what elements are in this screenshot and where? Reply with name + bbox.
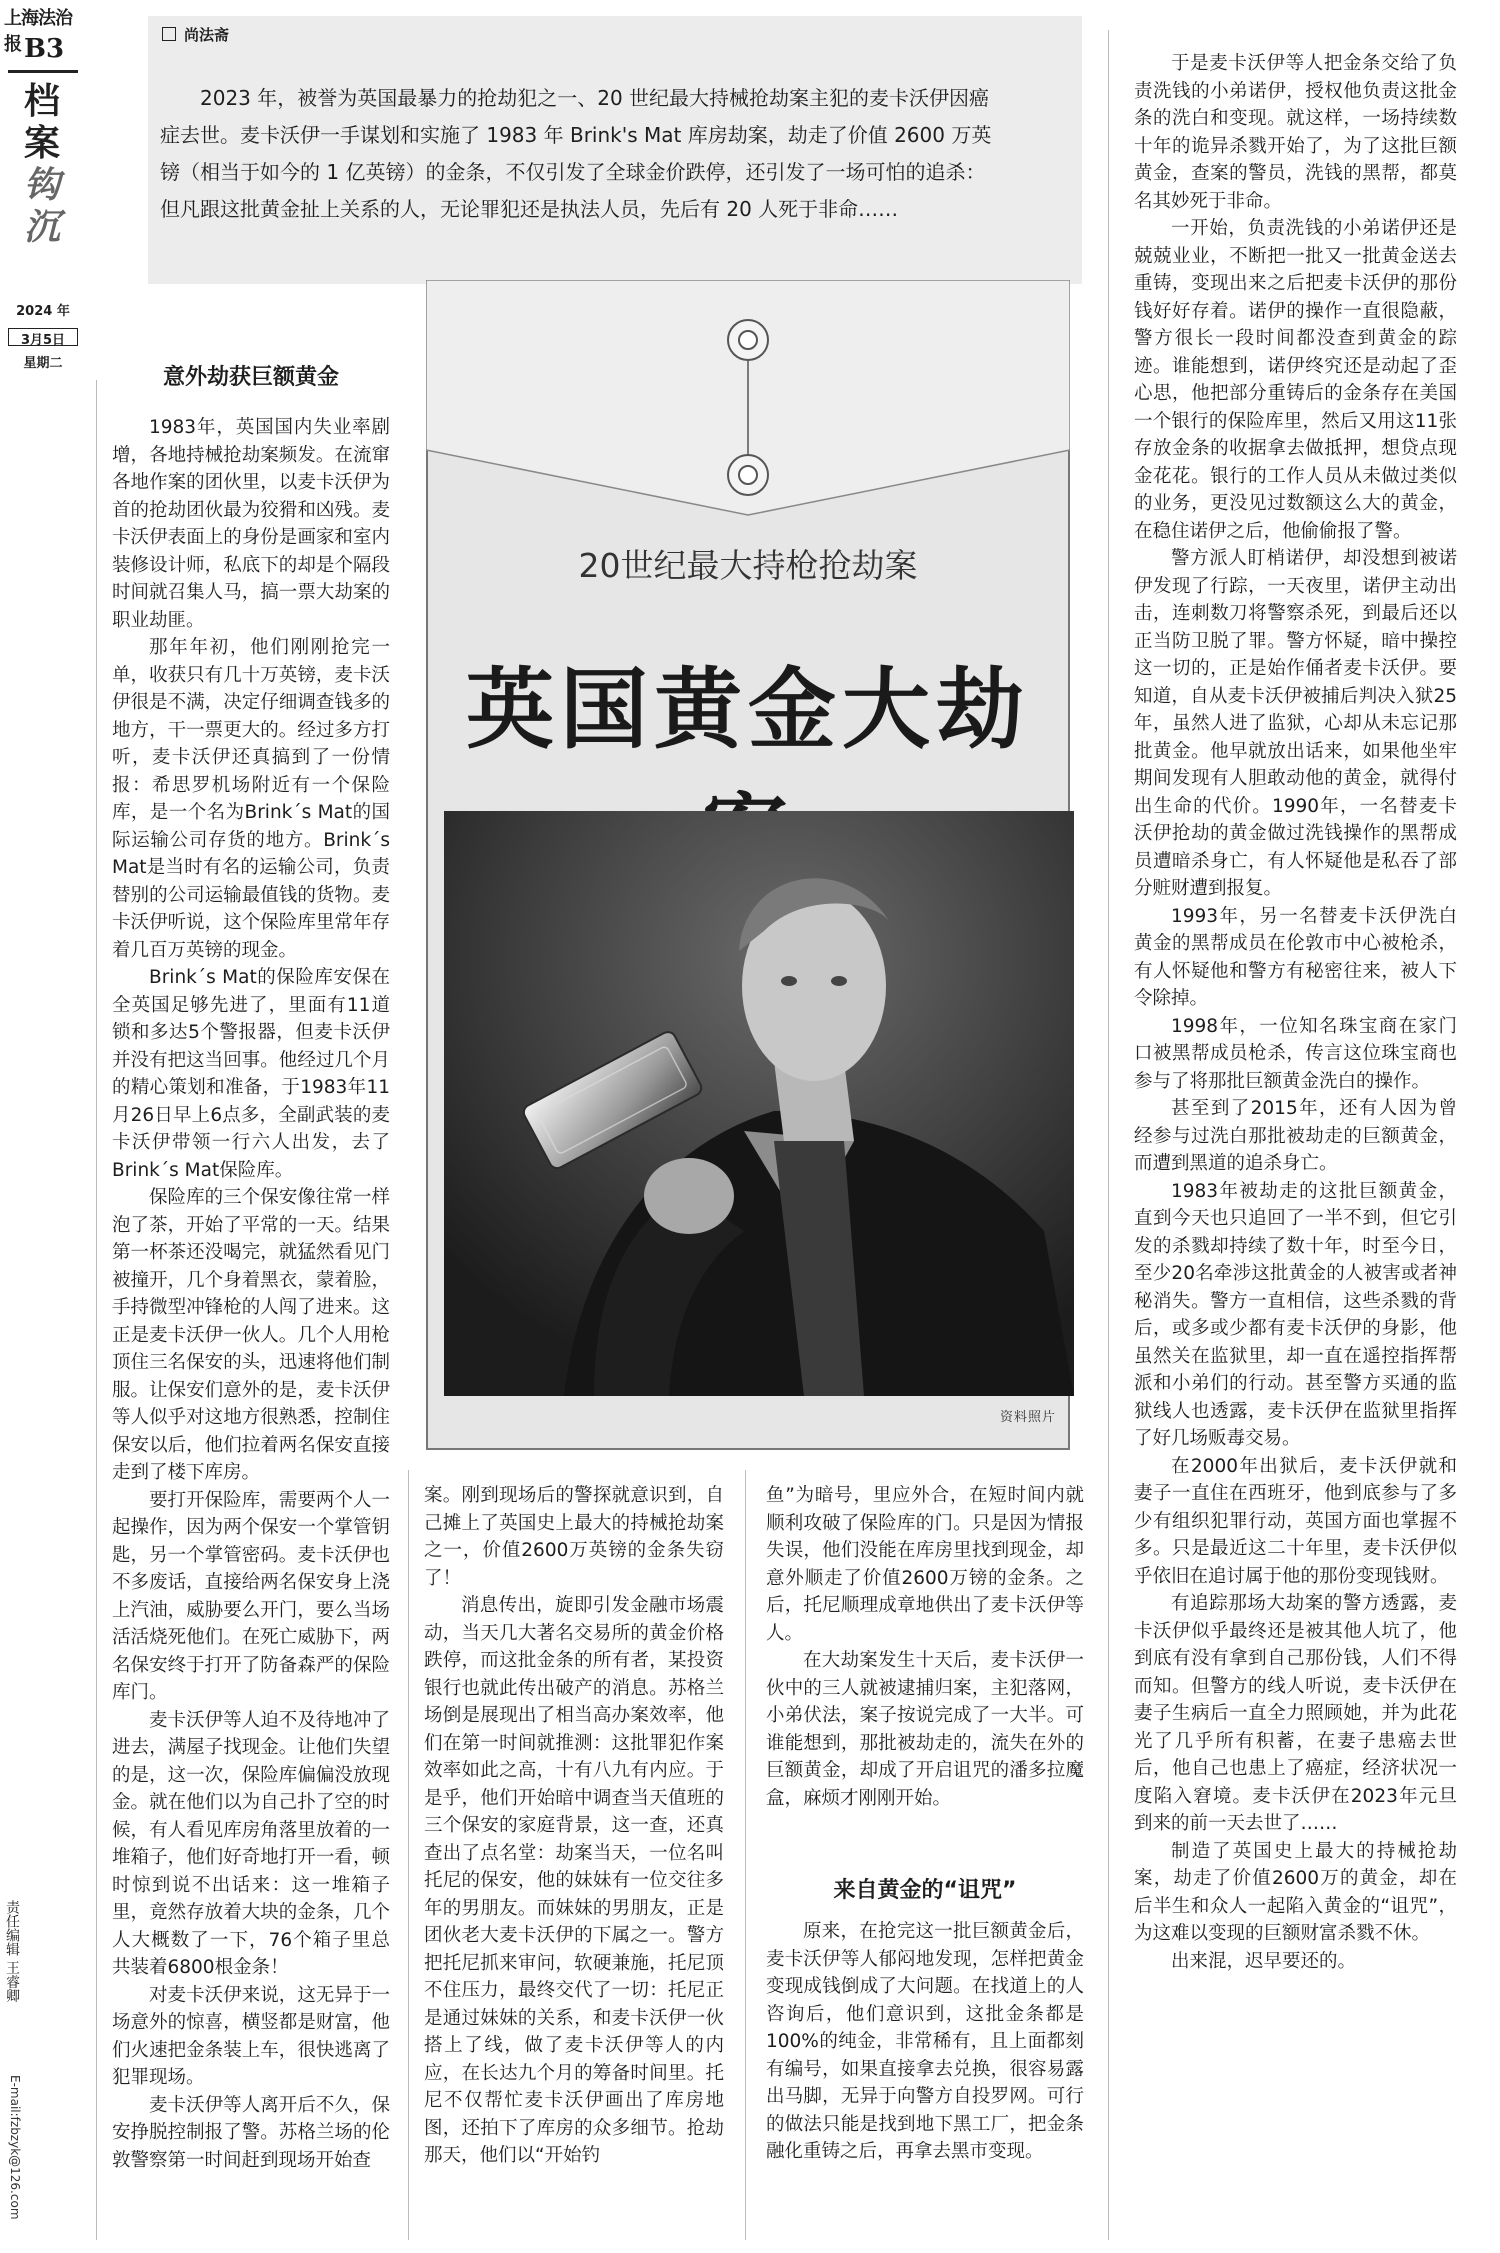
section-name-part-1: 档案: [23, 80, 60, 164]
feature-subtitle: 20世纪最大持枪抢劫案: [578, 546, 918, 585]
paragraph: 麦卡沃伊等人离开后不久，保安挣脱控制报了警。苏格兰场的伦敦警察第一时间赶到现场开始查: [112, 2094, 390, 2171]
article-column-3-continued: [766, 1918, 1084, 2166]
section-name: [22, 80, 62, 248]
feature-title: 英国黄金大劫: [465, 657, 1030, 761]
article-column-1: [112, 414, 390, 2174]
author-byline: [162, 24, 229, 45]
paragraph: 甚至到了2015年，还有人因为曾经参与过洗白那批被劫走的巨额黄金，而遭到黑道的追杀身亡。: [1134, 1098, 1457, 1174]
paragraph: 原来，在抢完这一批巨额黄金后，麦卡沃伊等人郁闷地发现，怎样把黄金变现成钱倒成了大问题。在找道上的人咨询后，他们意识到，这批金条都是100%的纯金，非常稀有，且上面都刻有编号，如果直接拿去兑换，很容易露出马脚，无异于向警方自投罗网。可行的做法只能是找到地下黑工厂，把金条融化重铸之后，再拿去黑市变现。: [766, 1921, 1084, 2162]
newspaper-logo: 上海法治报: [4, 8, 72, 55]
paragraph: 要打开保险库，需要两个人一起操作，因为两个保安一个掌管钥匙，另一个掌管密码。麦卡沃伊也不多废话，直接给两名保安身上浇上汽油，威胁要么开门，要么当场活活烧死他们。在死亡威胁下，两名保安终于打开了防备森严的保险库门。: [112, 1489, 390, 1703]
man-holding-gold-bar-photo: [444, 811, 1074, 1396]
paragraph: 保险库的三个保安像往常一样泡了茶，开始了平常的一天。结果第一杯茶还没喝完，就猛然看见门被撞开，几个身着黑衣，蒙着脸，手持微型冲锋枪的人闯了进来。这正是麦卡沃伊一伙人。几个人用枪顶住三名保安的头，迅速将他们制服。让保安们意外的是，麦卡沃伊等人似乎对这地方很熟悉，控制住保安以后，他们拉着两名保安直接走到了楼下库房。: [112, 1187, 390, 1483]
paragraph: 鱼”为暗号，里应外合，在短时间内就顺利攻破了保险库的门。只是因为情报失误，他们没能在库房里找到现金，却意外顺走了价值2600万镑的金条。之后，托尼顺理成章地供出了麦卡沃伊等人。: [766, 1485, 1084, 1644]
author-square-icon: [162, 27, 176, 41]
paragraph: 制造了英国史上最大的持械抢劫案，劫走了价值2600万的黄金，却在后半生和众人一起陷入黄金的“诅咒”，为这难以变现的巨额财富杀戮不休。: [1134, 1840, 1457, 1944]
paragraph: 一开始，负责洗钱的小弟诺伊还是兢兢业业，不断把一批又一批黄金送去重铸，变现出来之后把麦卡沃伊的那份钱好好存着。诺伊的操作一直很隐蔽，警方很长一段时间都没查到黄金的踪迹。谁能想到，诺伊终究还是动起了歪心思，他把部分重铸后的金条存在美国一个银行的保险库里，然后又用这11张存放金条的收据拿去做抵押，想贷点现金花花。银行的工作人员从未做过类似的业务，更没见过数额这么大的黄金，在稳住诺伊之后，他偷偷报了警。: [1134, 218, 1457, 542]
paragraph: 案。刚到现场后的警探就意识到，自己摊上了英国史上最大的持械抢劫案之一，价值2600万英镑的金条失窃了！: [424, 1485, 724, 1589]
paragraph: Brink´s Mat的保险库安保在全英国足够先进了，里面有11道锁和多达5个警报器，但麦卡沃伊并没有把这当回事。他经过几个月的精心策划和准备，于1983年11月26日早上6点多，全副武装的麦卡沃伊带领一行六人出发，去了Brink´s Mat保险库。: [112, 967, 390, 1181]
photo-caption: 资料照片: [1000, 1410, 1057, 1425]
paragraph: 有追踪那场大劫案的警方透露，麦卡沃伊似乎最终还是被其他人坑了，他到底有没有拿到自己那份钱，人们不得而知。但警方的线人听说，麦卡沃伊在妻子生病后一直全力照顾她，并为此花光了几乎所有积蓄，在妻子患癌去世后，他自己也患上了癌症，经济状况一度陷入窘境。麦卡沃伊在2023年元旦到来的前一天去世了……: [1134, 1593, 1457, 1834]
paragraph: 对麦卡沃伊来说，这无异于一场意外的惊喜，横竖都是财富，他们火速把金条装上车，很快逃离了犯罪现场。: [112, 1984, 390, 2088]
date-month-day: 3月5日: [20, 333, 66, 348]
paragraph: 警方派人盯梢诺伊，却没想到被诺伊发现了行踪，一天夜里，诺伊主动出击，连刺数刀将警察杀死，到最后还以正当防卫脱了罪。警方怀疑，暗中操控这一切的，正是始作俑者麦卡沃伊。要知道，自从麦卡沃伊被捕后判决入狱25年，虽然人进了监狱，心却从未忘记那批黄金。他早就放出话来，如果他坐牢期间发现有人胆敢动他的黄金，就得付出生命的代价。1990年，一名替麦卡沃伊抢劫的黄金做过洗钱操作的黑帮成员遭暗杀身亡，有人怀疑他是私吞了部分赃财遭到报复。: [1134, 548, 1457, 899]
section-heading-gold-curse: 来自黄金的“诅咒”: [833, 1878, 1017, 1903]
paragraph: 麦卡沃伊等人迫不及待地冲了进去，满屋子找现金。让他们失望的是，这一次，保险库偏偏没放现金。就在他们以为自己扑了空的时候，有人看见库房角落里放着的一堆箱子，他们好奇地打开一看，顿时惊到说不出话来：这一堆箱子里，竟然存放着大块的金条，几个人大概数了一下，76个箱子里总共装着6800根金条！: [112, 1709, 390, 1978]
intro-lead: 2023 年，被誉为英国最暴力的抢劫犯之一、20 世纪最大持械抢劫案主犯的麦卡沃伊因癌症去世。麦卡沃伊一手谋划和实施了 1983 年 Brink's Mat 库房劫案，劫走了价值 2600 万英镑（相当于如今的 1 亿英镑）的金条，不仅引发了全球金价跌停，还引发了一场可怕的追杀：但凡跟这批黄金扯上关系的人，无论罪犯还是执法人员，先后有 20 人死于非命……: [160, 86, 992, 221]
editor-credit: 责任编辑 王睿卿: [4, 1900, 20, 2003]
envelope-flap-icon: [426, 280, 1070, 530]
paragraph: 那年年初，他们刚刚抢完一单，收获只有几十万英镑，麦卡沃伊很是不满，决定仔细调查钱多的地方，干一票更大的。经过多方打听，麦卡沃伊还真搞到了一份情报：希思罗机场附近有一个保险库，是一个名为Brink´s Mat的国际运输公司存货的地方。Brink´s Mat是当时有名的运输公司，负责替别的公司运输最值钱的货物。麦卡沃伊听说，这个保险库里常年存着几百万英镑的现金。: [112, 637, 390, 961]
section-heading-gold-robbery: 意外劫获巨额黄金: [162, 365, 339, 390]
article-column-2: [424, 1482, 724, 2170]
feature-photo: [444, 811, 1074, 1396]
paragraph: 出来混，迟早要还的。: [1171, 1950, 1357, 1972]
column-divider: [408, 1470, 409, 2240]
date-year: 2024 年: [16, 304, 70, 319]
column-divider: [1108, 30, 1109, 2240]
paragraph: 1998年，一位知名珠宝商在家门口被黑帮成员枪杀，传言这位珠宝商也参与了将那批巨额黄金洗白的操作。: [1134, 1015, 1457, 1092]
paragraph: 在2000年出狱后，麦卡沃伊就和妻子一直住在西班牙，他到底参与了多少有组织犯罪行动，英国方面也掌握不多。只是最近这二十年里，麦卡沃伊似乎依旧在追讨属于他的那份变现钱财。: [1134, 1455, 1457, 1587]
column-divider: [745, 1470, 746, 2240]
paragraph: 1983年，英国国内失业率剧增，各地持械抢劫案频发。在流窜各地作案的团伙里，以麦卡沃伊为首的抢劫团伙最为狡猾和凶残。麦卡沃伊表面上的身份是画家和室内装修设计师，私底下的却是个隔段时间就召集人马，搞一票大劫案的职业劫匪。: [112, 417, 390, 631]
article-column-4: [1134, 50, 1457, 1975]
article-column-3: [766, 1482, 1084, 1812]
paragraph: 在大劫案发生十天后，麦卡沃伊一伙中的三人就被逮捕归案，主犯落网，小弟伏法，案子按说完成了一大半。可谁能想到，那批被劫走的，流失在外的巨额黄金，却成了开启诅咒的潘多拉魔盒，麻烦才刚刚开始。: [766, 1650, 1084, 1809]
author-name: 尚法斋: [184, 26, 230, 44]
page-number: B3: [24, 34, 65, 64]
weekday: 星期二: [23, 356, 63, 371]
paragraph: 于是麦卡沃伊等人把金条交给了负责洗钱的小弟诺伊，授权他负责这批金条的洗白和变现。就这样，一场持续数十年的诡异杀戮开始了，为了这批巨额黄金，查案的警员，洗钱的黑帮，都莫名其妙死于非命。: [1134, 53, 1457, 212]
paragraph: 1993年，另一名替麦卡沃伊洗白黄金的黑帮成员在伦敦市中心被枪杀，有人怀疑他和警方有秘密往来，被人下令除掉。: [1134, 905, 1457, 1009]
paragraph: 1983年被劫走的这批巨额黄金，直到今天也只追回了一半不到，但它引发的杀戮却持续了数十年，时至今日，至少20名牵涉这批黄金的人被害或者神秘消失。警方一直相信，这些杀戮的背后，或多或少都有麦卡沃伊的身影，他虽然关在监狱里，却一直在遥控指挥帮派和小弟们的行动。甚至警方买通的监狱线人也透露，麦卡沃伊在监狱里指挥了好几场贩毒交易。: [1134, 1180, 1457, 1449]
section-name-part-2: 钩沉: [23, 164, 60, 248]
page-number-rule: [8, 70, 78, 73]
editor-email: E-mail:fzbzyk@126.com: [8, 2075, 22, 2220]
paragraph: 消息传出，旋即引发金融市场震动，当天几大著名交易所的黄金价格跌停，而这批金条的所有者，某投资银行也就此传出破产的消息。苏格兰场倒是展现出了相当高办案效率，他们在第一时间就推测：这批罪犯作案效率如此之高，十有八九有内应。于是乎，他们开始暗中调查当天值班的三个保安的家庭背景，这一查，还真查出了点名堂：劫案当天，一位名叫托尼的保安，他的妹妹有一位交往多年的男朋友。而妹妹的男朋友，正是团伙老大麦卡沃伊的下属之一。警方把托尼抓来审问，软硬兼施，托尼顶不住压力，最终交代了一切：托尼正是通过妹妹的关系，和麦卡沃伊一伙搭上了线，做了麦卡沃伊等人的内应，在长达九个月的筹备时间里。托尼不仅帮忙麦卡沃伊画出了库房地图，还拍下了库房的众多细节。抢劫那天，他们以“开始钓: [424, 1595, 724, 2166]
column-divider: [96, 380, 97, 2240]
